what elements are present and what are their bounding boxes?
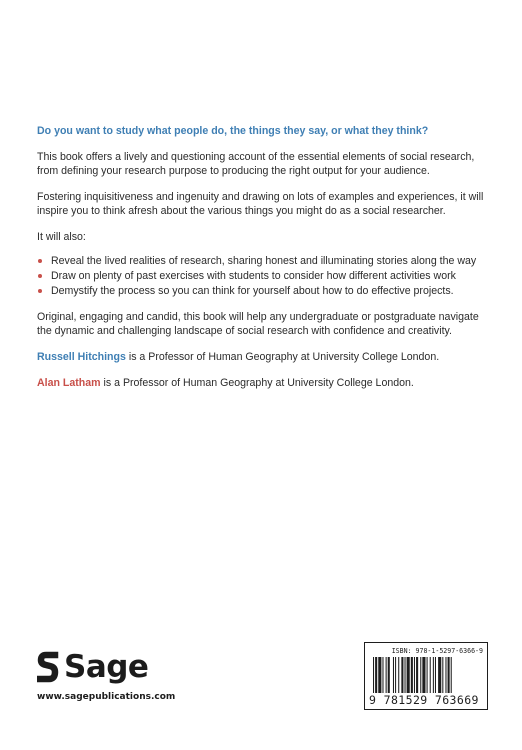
barcode [364, 642, 488, 710]
barcode-bar [430, 657, 431, 693]
bullet-icon [38, 274, 42, 278]
barcode-bar [405, 657, 406, 693]
barcode-bar [445, 657, 446, 693]
author-bio-text-1: is a Professor of Human Geography at University College London. [125, 351, 440, 363]
barcode-bar [386, 657, 387, 693]
isbn-label: ISBN: 978-1-5297-6366-9 [391, 647, 483, 655]
sage-s-logo-icon [37, 650, 59, 684]
barcode-bar [420, 657, 421, 693]
list-item [37, 284, 487, 298]
barcode-bar [448, 657, 450, 693]
list-intro: It will also: [37, 231, 86, 243]
barcode-bar [411, 657, 413, 693]
headline: Do you want to study what people do, the things they say, or what they think? [37, 125, 429, 137]
author-name-2: Alan Latham [37, 377, 101, 389]
list-item-text: Demystify the process so you can think for yourself about how to do effective projects. [51, 285, 454, 297]
barcode-bar [382, 657, 383, 693]
description-paragraph-3: Original, engaging and candid, this book will help any undergraduate or postgraduate navigate the dynamic and challenging landscape of social research with confidence and creativity. [37, 311, 479, 337]
ean-digits: 9 781529 763669 [369, 693, 479, 707]
list-item-text: Reveal the lived realities of research, sharing honest and illuminating stories along the way [51, 255, 477, 267]
publisher-brand [37, 650, 175, 702]
back-cover-text [37, 124, 487, 402]
publisher-name: Sage [64, 649, 149, 685]
bullet-icon [38, 259, 42, 263]
barcode-bar [398, 657, 399, 693]
description-paragraph-1: This book offers a lively and questioning account of the essential elements of social research, from defining your research purpose to producing the right output for your audience. [37, 151, 475, 177]
author-bio-2 [37, 376, 487, 390]
list-item-text: Draw on plenty of past exercises with students to consider how different activities work [51, 270, 456, 282]
barcode-bar [451, 657, 452, 693]
barcode-bar [401, 657, 403, 693]
barcode-bar [388, 657, 390, 693]
barcode-bar [433, 657, 434, 693]
author-name-1: Russell Hitchings [37, 351, 126, 363]
barcode-bar [395, 657, 396, 693]
feature-list [37, 254, 487, 298]
description-paragraph-2: Fostering inquisitiveness and ingenuity and drawing on lots of examples and experiences, it will inspire you to think afresh about the various things you might do as a social researcher. [37, 191, 484, 217]
barcode-bar [427, 657, 428, 693]
barcode-bar [414, 657, 415, 693]
publisher-url: www.sagepublications.com [37, 692, 176, 702]
barcode-bar [407, 657, 410, 693]
author-bio-1 [37, 350, 487, 364]
bullet-icon [38, 289, 42, 293]
barcode-bar [442, 657, 443, 693]
barcode-bar [393, 657, 394, 693]
barcode-bars [373, 657, 479, 693]
barcode-bar [438, 657, 441, 693]
list-item [37, 254, 487, 268]
barcode-bar [422, 657, 425, 693]
barcode-bar [375, 657, 377, 693]
barcode-bar [416, 657, 418, 693]
list-item [37, 269, 487, 283]
barcode-bar [378, 657, 381, 693]
barcode-bar [435, 657, 436, 693]
author-bio-text-2: is a Professor of Human Geography at University College London. [100, 377, 414, 389]
barcode-bar [373, 657, 374, 693]
